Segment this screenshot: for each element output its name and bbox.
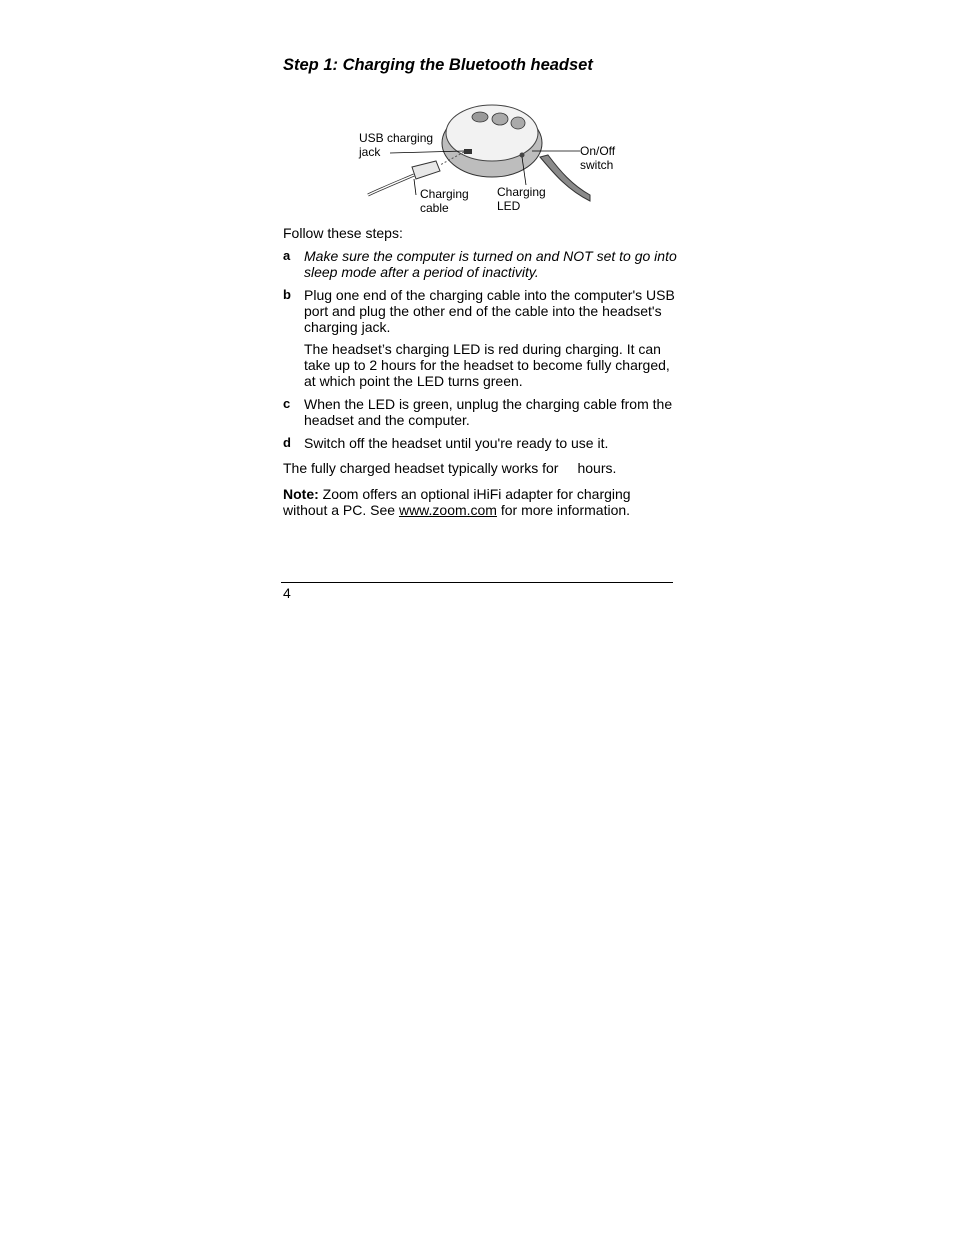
step-letter: a xyxy=(283,248,291,263)
step-letter: d xyxy=(283,435,291,450)
step-b xyxy=(283,287,678,389)
note-text-before: Zoom offers an optional iHiFi adapter for charging without a PC. See xyxy=(283,486,631,518)
step-letter: b xyxy=(283,287,291,302)
step-letter: c xyxy=(283,396,291,411)
step-c xyxy=(283,396,678,428)
page-title: Step 1: Charging the Bluetooth headset xyxy=(283,56,593,74)
step-d xyxy=(283,435,678,451)
note-label: Note: xyxy=(283,486,319,502)
step-a xyxy=(283,248,678,280)
step-b-detail: The headset’s charging LED is red during charging. It can take up to 2 hours for the headset to become fully charged, at which point the LED turns green. xyxy=(304,341,670,389)
battery-text-after: hours. xyxy=(577,460,617,476)
step-text: Make sure the computer is turned on and NOT set to go into sleep mode after a period of inactivity. xyxy=(304,248,677,280)
headset-charging-illustration xyxy=(340,95,616,220)
step-text: Switch off the headset until you're ready to use it. xyxy=(304,435,609,451)
page-number: 4 xyxy=(283,585,291,601)
zoom-website-link[interactable]: www.zoom.com xyxy=(398,502,497,518)
step-text: When the LED is green, unplug the charging cable from the headset and the computer. xyxy=(304,396,673,428)
note-paragraph xyxy=(283,486,643,518)
note-text-after: for more information. xyxy=(500,502,631,518)
steps-intro: Follow these steps: xyxy=(283,225,403,241)
battery-life-text xyxy=(283,460,616,476)
callout-charging-cable: Charging cable xyxy=(420,187,469,215)
step-text: Plug one end of the charging cable into the computer's USB port and plug the other end of the cable into the headset's charging jack. xyxy=(304,287,675,335)
battery-text-before: The fully charged headset typically works for xyxy=(283,460,559,476)
callout-charging-led: Charging LED xyxy=(497,185,546,213)
footer-divider xyxy=(281,582,673,583)
callout-on-off-switch: On/Off switch xyxy=(580,144,616,172)
callout-usb-charging-jack: USB charging jack xyxy=(359,131,434,159)
